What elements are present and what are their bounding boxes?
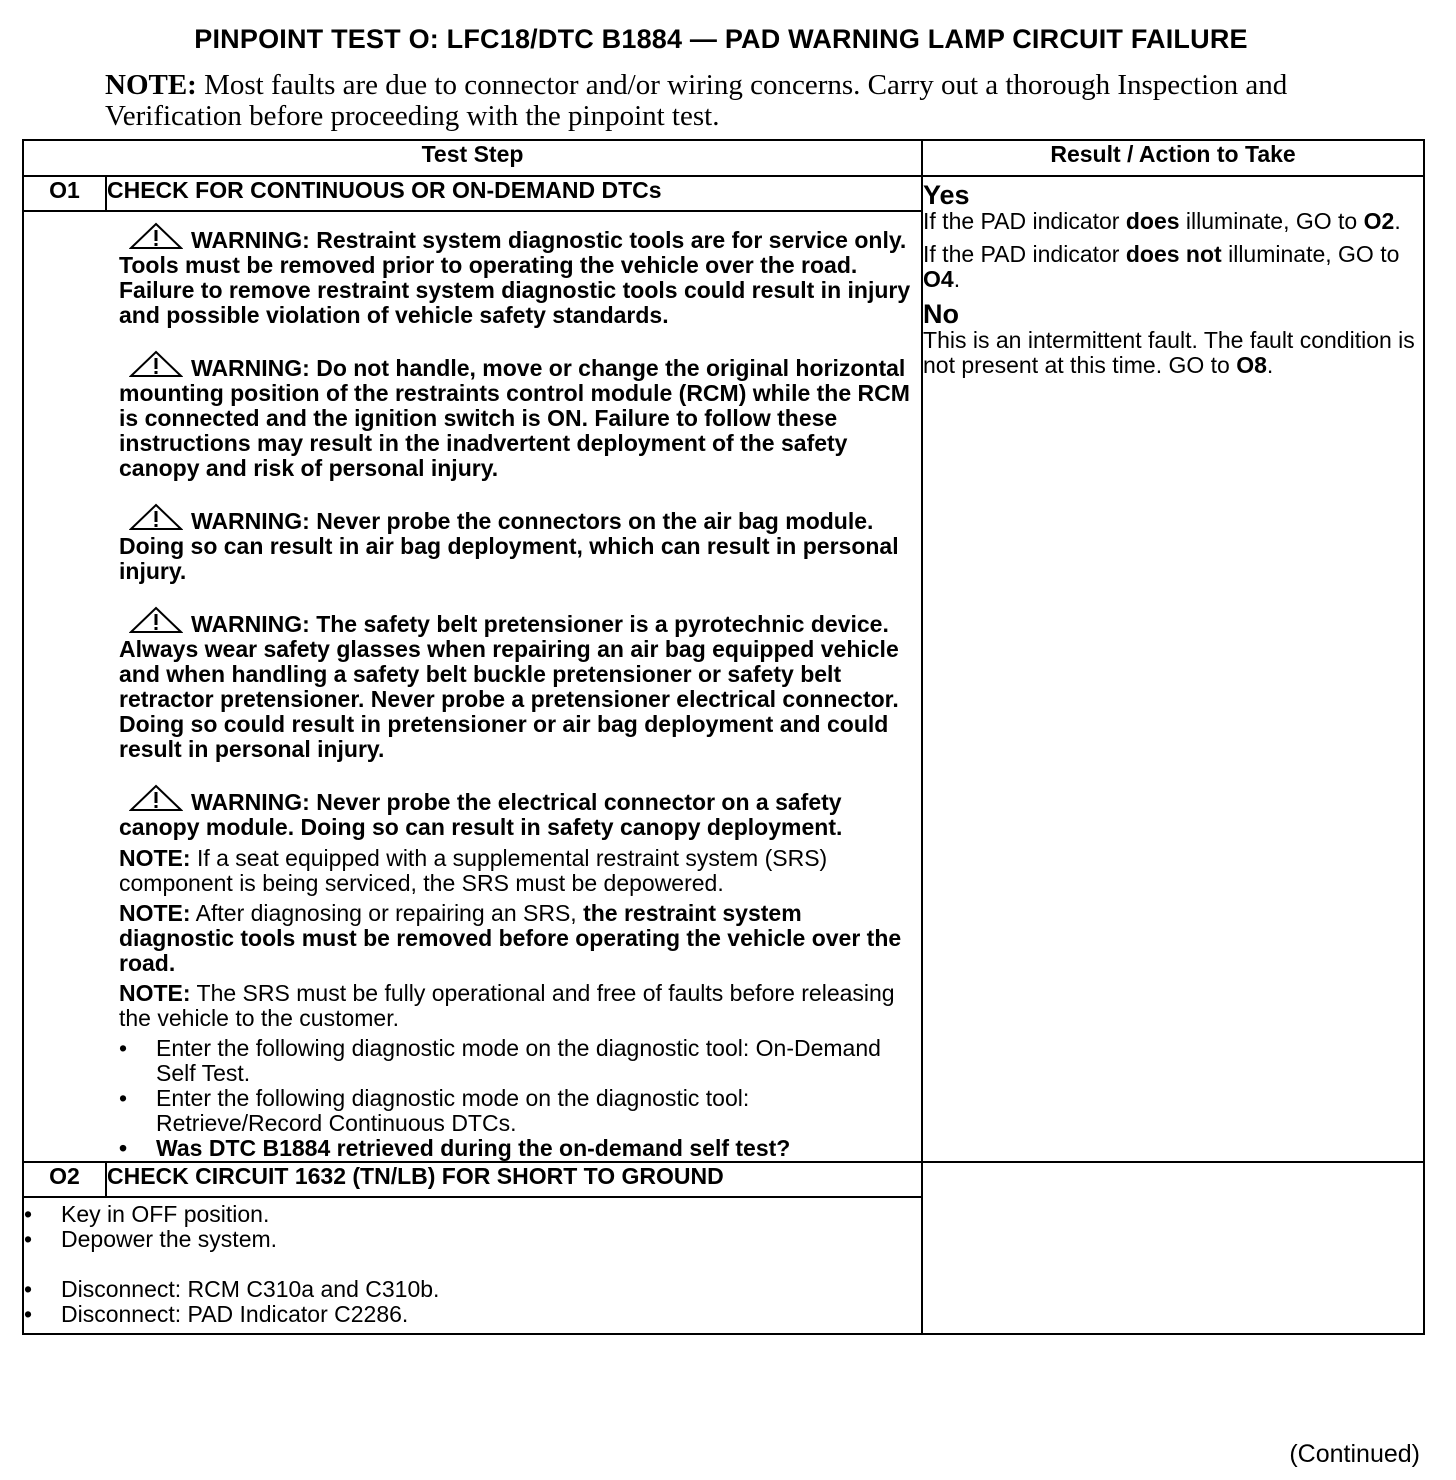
list-item: • Disconnect: PAD Indicator C2286. [24,1302,921,1327]
warning-2: WARNING: Do not handle, move or change the original horizontal mounting position of the restraints control module (RCM) while the RCM is connected and the ignition switch is ON. Failure to follow these instructions may result in the inadvertent deployment of the safety canopy and risk of personal injury. [119,350,921,481]
list-item: • Enter the following diagnostic mode on the diagnostic tool: Retrieve/Record Continuous DTCs. [119,1086,921,1136]
intro-note-label: NOTE: [105,69,197,101]
list-item: • Was DTC B1884 retrieved during the on-demand self test? [119,1136,921,1161]
header-test-step: Test Step [23,140,922,176]
list-item: • Enter the following diagnostic mode on the diagnostic tool: On-Demand Self Test. [119,1036,921,1086]
step-o2-actions [24,1202,921,1327]
result-no-label: No [923,299,960,329]
step-o2-body [23,1197,922,1334]
step-o1-body [23,211,922,1162]
pinpoint-table [22,139,1425,1335]
warning-3: WARNING: Never probe the connectors on the air bag module. Doing so can result in air bag deployment, which can result in personal injury. [119,503,921,584]
result-yes-line-1: If the PAD indicator does illuminate, GO to O2. [923,208,1401,234]
warning-triangle-icon [129,350,183,378]
continued-label: (Continued) [1289,1440,1420,1468]
warning-1: WARNING: Restraint system diagnostic tools are for service only. Tools must be removed prior to operating the vehicle over the road. Failure to remove restraint system diagnostic tools could result in injury and possible violation of vehicle safety standards. [119,222,921,328]
note-3: NOTE: The SRS must be fully operational and free of faults before releasing the vehicle to the customer. [119,980,895,1031]
step-id: O1 [23,176,106,211]
list-item: • Depower the system. [24,1227,921,1252]
step-o1-result [922,176,1424,1162]
list-item: • Disconnect: RCM C310a and C310b. [24,1277,921,1302]
note-2: NOTE: After diagnosing or repairing an SRS, the restraint system diagnostic tools must be removed before operating the vehicle over the road. [119,900,902,976]
warning-triangle-icon [129,222,183,250]
result-no-line: This is an intermittent fault. The fault condition is not present at this time. GO to O8. [923,327,1415,378]
result-yes-line-2: If the PAD indicator does not illuminate, GO to O4. [923,241,1400,292]
step-o2-result [922,1162,1424,1334]
step-title: CHECK CIRCUIT 1632 (TN/LB) FOR SHORT TO GROUND [106,1162,922,1197]
step-id: O2 [23,1162,106,1197]
page-title: PINPOINT TEST O: LFC18/DTC B1884 — PAD WARNING LAMP CIRCUIT FAILURE [194,24,1248,54]
step-title: CHECK FOR CONTINUOUS OR ON-DEMAND DTCs [106,176,922,211]
goto-link-o4[interactable]: O4 [923,266,954,292]
header-result: Result / Action to Take [922,140,1424,176]
warning-triangle-icon [129,606,183,634]
list-item: • Key in OFF position. [24,1202,921,1227]
warning-triangle-icon [129,784,183,812]
warning-triangle-icon [129,503,183,531]
table-header-row [23,140,1424,176]
step-o2-title-row [23,1162,1424,1197]
intro-note-text: Most faults are due to connector and/or wiring concerns. Carry out a thorough Inspection and Verification before proceeding with the pinpoint test. [105,69,1288,132]
intro-note [105,70,1305,132]
warning-4: WARNING: The safety belt pretensioner is a pyrotechnic device. Always wear safety glasses when repairing an air bag equipped vehicle and when handling a safety belt buckle pretensioner or safety belt retractor pretensioner. Never probe a pretensioner electrical connector. Doing so could result in pretensioner or air bag deployment and could result in personal injury. [119,606,921,762]
step-o1-title-row [23,176,1424,211]
result-yes-label: Yes [923,180,970,210]
note-1: NOTE: If a seat equipped with a supplemental restraint system (SRS) component is being serviced, the SRS must be depowered. [119,845,828,896]
goto-link-o2[interactable]: O2 [1363,208,1395,234]
goto-link-o8[interactable]: O8 [1236,352,1267,378]
warning-5: WARNING: Never probe the electrical connector on a safety canopy module. Doing so can result in safety canopy deployment. [119,784,921,840]
step-o1-actions [119,1036,921,1161]
